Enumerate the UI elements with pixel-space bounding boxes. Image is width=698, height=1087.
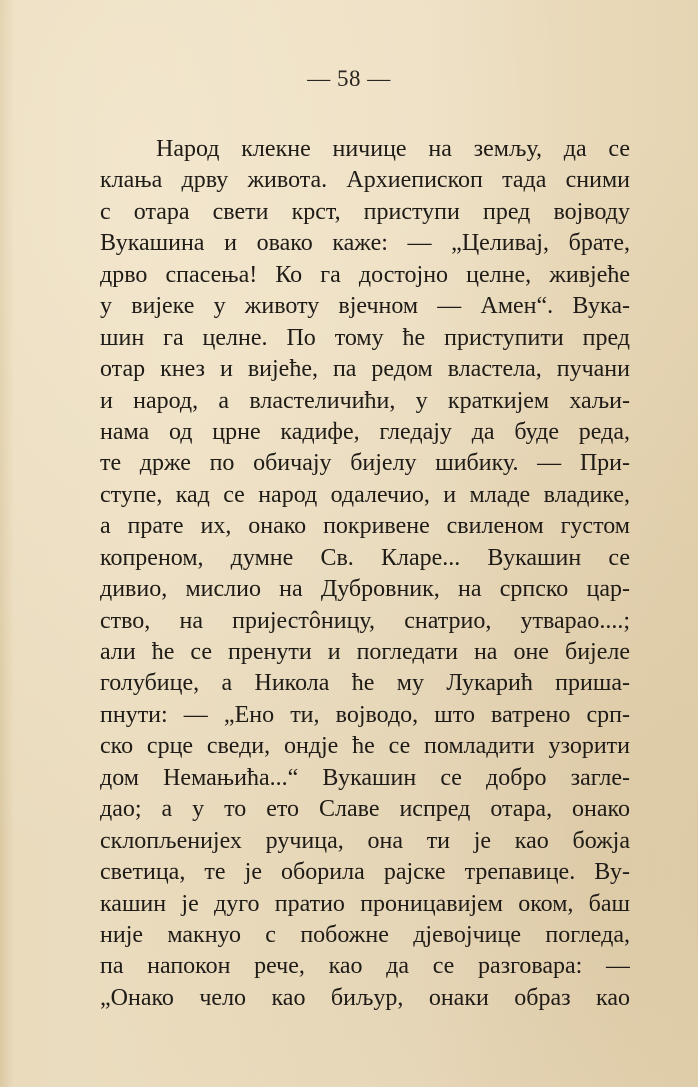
page-number: — 58 —	[307, 66, 391, 91]
text-line: „Онако чело као биљур, онаки образ као	[100, 984, 630, 1011]
text-line: те држе по обичају бијелу шибику. — При-	[100, 450, 630, 477]
text-line: шин га целне. По тому ће приступити пред	[100, 324, 630, 351]
body-text	[100, 134, 630, 1014]
text-line: у вијеке у животу вјечном — Амен“. Вука-	[100, 293, 630, 320]
text-line: голубице, а Никола ће му Лукарић приша-	[100, 670, 630, 697]
text-line: а прате их, онако покривене свиленом густом	[100, 513, 630, 540]
text-line: Народ клекне ничице на земљу, да се	[156, 136, 630, 162]
text-line: ско срце сведи, ондје ће се помладити узорити	[100, 733, 630, 760]
text-line: дао; а у то ето Славе испред отара, онако	[100, 796, 630, 823]
text-line: па напокон рече, као да се разговара: —	[100, 953, 630, 980]
text-line: Вукашина и овако каже: — „Целивај, брате,	[100, 230, 630, 257]
text-line: дом Немањића...“ Вукашин се добро загле-	[100, 764, 630, 791]
text-line: пнути: — „Ено ти, војводо, што ватрено срп-	[100, 701, 630, 728]
text-line: кашин је дуго пратио проницавијем оком, баш	[100, 890, 630, 917]
text-line: с отара свети крст, приступи пред војводу	[100, 198, 630, 225]
text-line: светица, те је оборила рајске трепавице. Ву-	[100, 859, 630, 886]
text-line: склопљенијех ручица, она ти је као божја	[100, 827, 630, 854]
text-line: отар кнез и вијеће, па редом властела, пучани	[100, 356, 630, 383]
text-line: али ће се пренути и погледати на оне бијеле	[100, 639, 630, 665]
text-line: и народ, а властеличићи, у краткијем хаљи-	[100, 387, 630, 414]
text-line: нама од црне кадифе, гледају да буде реда,	[100, 418, 630, 445]
text-line: клања дрву живота. Архиепископ тада сними	[100, 167, 630, 194]
text-line: ство, на пријестôницу, снатрио, утварао....;	[100, 607, 630, 634]
text-line: ступе, кад се народ одалечио, и младе владике,	[100, 481, 630, 508]
text-line: дрво спасења! Ко га достојно целне, живјеће	[100, 261, 630, 288]
text-line: копреном, думне Св. Кларе... Вукашин се	[100, 544, 630, 571]
text-line: није макнуо с побожне дјевојчице погледа,	[100, 921, 630, 948]
text-line: дивио, мислио на Дубровник, на српско цар-	[100, 576, 630, 603]
